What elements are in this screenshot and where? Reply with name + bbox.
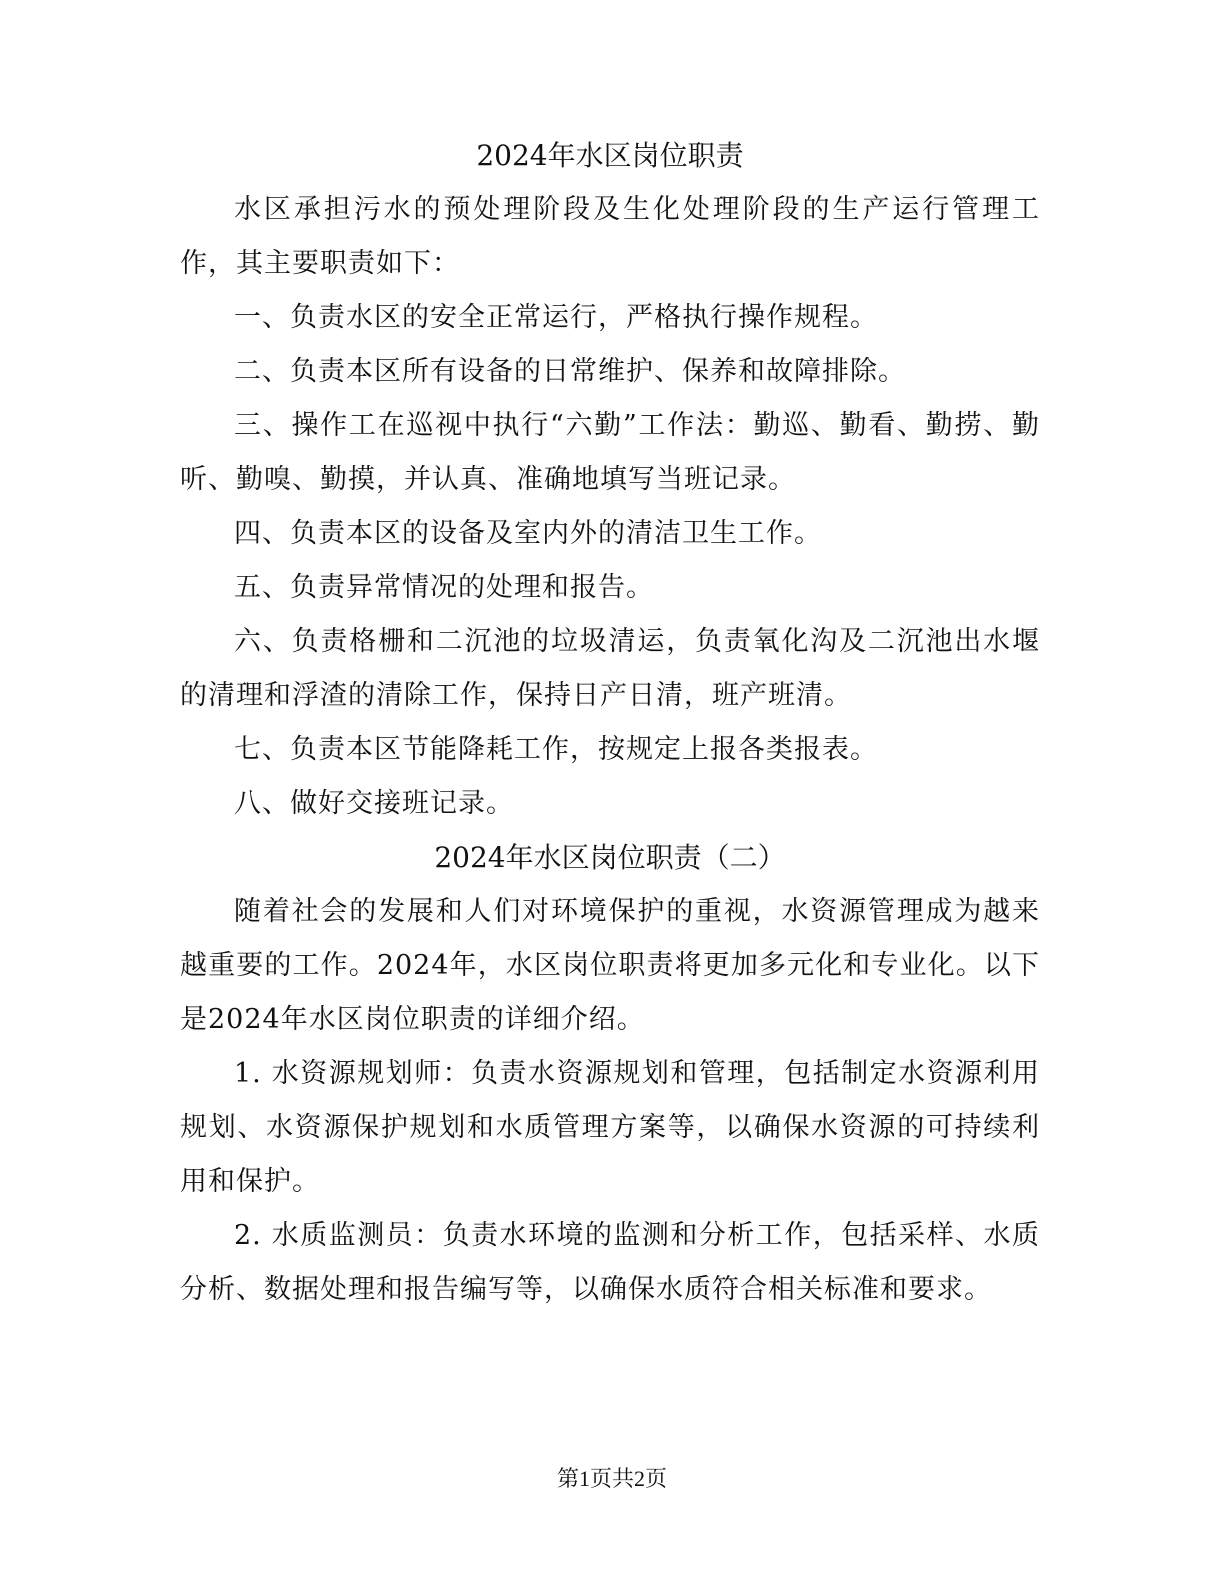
duty-item-5: 五、负责异常情况的处理和报告。 <box>234 572 654 603</box>
section-2-intro: 随着社会的发展和人们对环境保护的重视，水资源管理成为越来越重要的工作。2024年，水区岗位职责将更加多元化和专业化。以下是2024年水区岗位职责的详细介绍。 <box>180 896 1040 1035</box>
section-2-title: 2024年水区岗位职责（二） <box>434 841 786 874</box>
duty-item-8: 八、做好交接班记录。 <box>234 788 514 819</box>
role-item-1: 1. 水资源规划师：负责水资源规划和管理，包括制定水资源利用规划、水资源保护规划和水质管理方案等，以确保水资源的可持续利用和保护。 <box>180 1058 1040 1197</box>
duty-item-1: 一、负责水区的安全正常运行，严格执行操作规程。 <box>234 302 878 333</box>
duty-item-4: 四、负责本区的设备及室内外的清洁卫生工作。 <box>234 518 822 549</box>
section-1-title: 2024年水区岗位职责 <box>476 139 744 172</box>
role-item-2: 2. 水质监测员：负责水环境的监测和分析工作，包括采样、水质分析、数据处理和报告编写等，以确保水质符合相关标准和要求。 <box>180 1220 1040 1305</box>
page-number: 第1页共2页 <box>556 1466 667 1491</box>
section-1 <box>180 129 1040 1317</box>
duty-item-6: 六、负责格栅和二沉池的垃圾清运，负责氧化沟及二沉池出水堰的清理和浮渣的清除工作，保持日产日清，班产班清。 <box>180 626 1040 711</box>
duty-item-2: 二、负责本区所有设备的日常维护、保养和故障排除。 <box>234 356 906 387</box>
section-1-intro: 水区承担污水的预处理阶段及生化处理阶段的生产运行管理工作，其主要职责如下： <box>180 194 1040 279</box>
duty-item-7: 七、负责本区节能降耗工作，按规定上报各类报表。 <box>234 734 878 765</box>
duty-item-3: 三、操作工在巡视中执行“六勤”工作法：勤巡、勤看、勤捞、勤听、勤嗅、勤摸，并认真、准确地填写当班记录。 <box>180 410 1040 495</box>
